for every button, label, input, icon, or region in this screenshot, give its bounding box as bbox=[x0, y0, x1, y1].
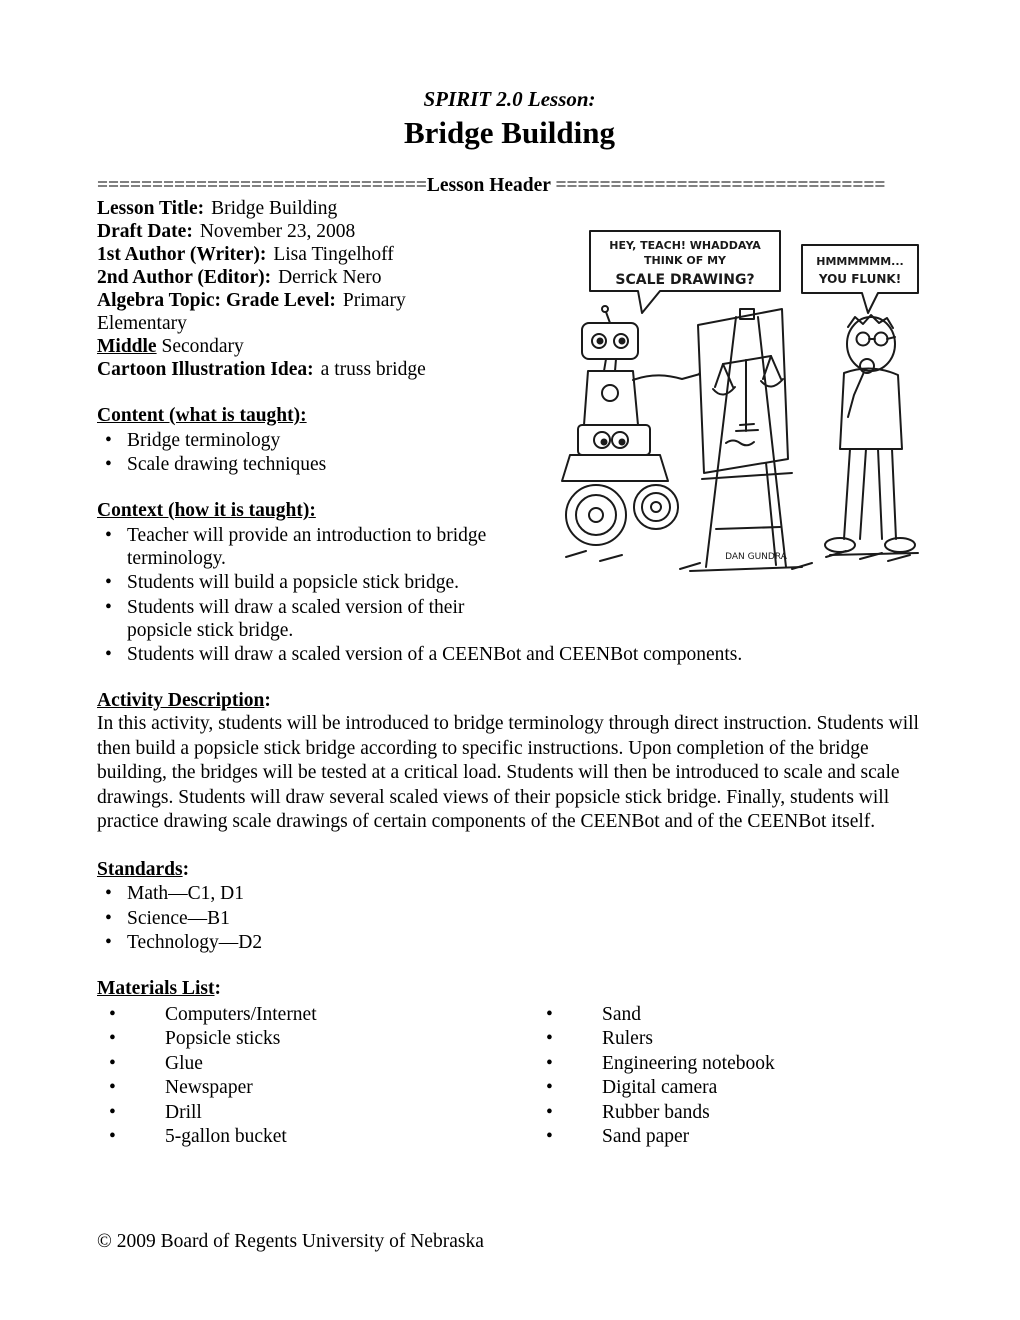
algebra-topic-label: Algebra Topic: bbox=[97, 290, 222, 311]
list-item: • Drill bbox=[97, 1101, 534, 1124]
list-item: • Engineering notebook bbox=[534, 1052, 922, 1075]
activity-heading-text: Activity Description bbox=[97, 690, 265, 711]
materials-list-right bbox=[534, 1001, 922, 1148]
cartoon-idea-label: Cartoon Illustration Idea: bbox=[97, 359, 314, 380]
author1-label: 1st Author (Writer): bbox=[97, 244, 267, 265]
grade-level-label: Grade Level: bbox=[225, 290, 336, 311]
materials-heading-text: Materials List bbox=[97, 978, 215, 999]
list-item: • Rubber bands bbox=[534, 1101, 922, 1124]
content-heading-text: Content (what is taught): bbox=[97, 405, 307, 426]
materials-section bbox=[97, 977, 922, 1148]
author2-label: 2nd Author (Editor): bbox=[97, 267, 272, 288]
list-item: • Students will draw a scaled version of their popsicle stick bridge. bbox=[97, 596, 922, 642]
activity-heading bbox=[97, 689, 922, 712]
standards-heading bbox=[97, 858, 922, 881]
lesson-title-label: Lesson Title: bbox=[97, 198, 205, 219]
cartoon-idea-value: a truss bridge bbox=[320, 359, 426, 380]
list-item: • Sand bbox=[534, 1003, 922, 1026]
speech-bubble-right-line-2: YOU FLUNK! bbox=[818, 272, 902, 286]
context-heading-text: Context (how it is taught): bbox=[97, 500, 316, 521]
standards-section bbox=[97, 858, 922, 955]
list-item: • Students will draw a scaled version of a CEENBot and CEENBot components. bbox=[97, 643, 922, 666]
divider-equals-right: ============================== bbox=[555, 175, 886, 196]
robot-figure bbox=[562, 306, 711, 545]
context-bullet-list bbox=[97, 524, 922, 667]
draft-date-label: Draft Date: bbox=[97, 221, 193, 242]
divider-label: Lesson Header bbox=[426, 175, 556, 196]
list-item: • Popsicle sticks bbox=[97, 1027, 534, 1050]
grade-level-value: Primary Elementary bbox=[97, 290, 406, 334]
lesson-title-value: Bridge Building bbox=[211, 198, 338, 219]
activity-section bbox=[97, 689, 922, 835]
copyright-footer: © 2009 Board of Regents University of Nebraska bbox=[97, 1231, 484, 1252]
list-item: • Science—B1 bbox=[97, 907, 922, 930]
standards-heading-colon: : bbox=[182, 858, 190, 880]
grade-secondary-value: Secondary bbox=[161, 336, 244, 357]
materials-heading bbox=[97, 977, 922, 1000]
author2-value: Derrick Nero bbox=[278, 267, 382, 288]
list-item: • Technology—D2 bbox=[97, 931, 922, 954]
activity-description-text: In this activity, students will be introduced to bridge terminology through direct instruction. Students will then build a popsicle stick bridge according to specific instructions. Upon completion of the bridge building, the bridges will be tested at a critical load. Students will then be introduced to scale and scale drawings. Students will draw several scaled views of their popsicle stick bridge. Finally, students will practice drawing scale drawings of certain components of the CEENBot and of the CEENBot itself. bbox=[97, 713, 919, 832]
content-bullet-list bbox=[97, 429, 922, 477]
lesson-kicker: SPIRIT 2.0 Lesson: bbox=[423, 87, 596, 111]
divider-equals-left: ============================== bbox=[97, 175, 427, 196]
list-item: • Students will build a popsicle stick bridge. bbox=[97, 571, 922, 594]
page-title: Bridge Building bbox=[403, 115, 616, 150]
context-section bbox=[97, 499, 922, 666]
list-item: • Rulers bbox=[534, 1027, 922, 1050]
lesson-header-divider bbox=[97, 174, 922, 197]
list-item: • Digital camera bbox=[534, 1076, 922, 1099]
list-item: • Teacher will provide an introduction to bridge terminology. bbox=[97, 524, 922, 570]
list-item: • Bridge terminology bbox=[97, 429, 922, 452]
speech-bubble-right-line-1: HMMMMMM... bbox=[816, 255, 904, 268]
speech-bubble-left-line-2: THINK OF MY bbox=[644, 254, 726, 267]
list-item: • Math—C1, D1 bbox=[97, 882, 922, 905]
list-item: • Computers/Internet bbox=[97, 1003, 534, 1026]
activity-heading-colon: : bbox=[264, 690, 271, 711]
grade-middle-value: Middle bbox=[97, 336, 157, 357]
list-item: • Newspaper bbox=[97, 1076, 534, 1099]
materials-columns bbox=[97, 1000, 922, 1148]
author1-value: Lisa Tingelhoff bbox=[273, 244, 394, 265]
materials-list-left bbox=[97, 1001, 534, 1148]
speech-bubble-left-line-3: SCALE DRAWING? bbox=[615, 272, 755, 288]
standards-heading-text: Standards bbox=[97, 858, 183, 880]
speech-bubble-left-line-1: HEY, TEACH! WHADDAYA bbox=[609, 239, 761, 252]
cartoonist-signature: DAN GUNDRA bbox=[725, 552, 787, 562]
standards-bullet-list bbox=[97, 882, 922, 954]
materials-heading-colon: : bbox=[214, 978, 222, 999]
list-item: • 5-gallon bucket bbox=[97, 1125, 534, 1148]
list-item: • Sand paper bbox=[534, 1125, 922, 1148]
list-item: • Glue bbox=[97, 1052, 534, 1075]
draft-date-value: November 23, 2008 bbox=[199, 221, 356, 242]
list-item: • Scale drawing techniques bbox=[97, 453, 922, 476]
lesson-title-line bbox=[97, 197, 922, 220]
